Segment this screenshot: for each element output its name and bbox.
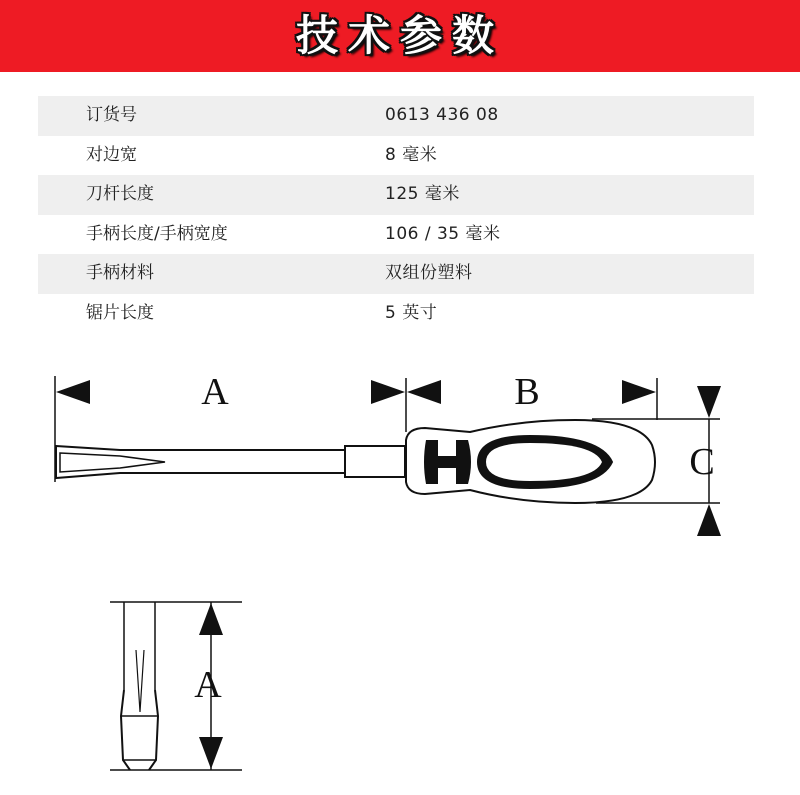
dimension-a-label: A xyxy=(201,371,229,413)
spec-value: 125 毫米 xyxy=(385,184,460,204)
spec-label: 对边宽 xyxy=(86,144,137,165)
screwdriver-blade xyxy=(56,446,405,478)
dimension-b-label: B xyxy=(514,371,540,413)
dimension-a-arrows xyxy=(56,380,405,404)
tip-front-view xyxy=(110,602,242,770)
page-title: 技术参数 xyxy=(295,11,504,60)
screwdriver-handle xyxy=(406,420,655,503)
dimension-c-label: C xyxy=(689,441,715,483)
spec-label: 订货号 xyxy=(86,105,137,125)
spec-value: 8 毫米 xyxy=(385,144,438,165)
spec-label: 刀杆长度 xyxy=(86,184,154,204)
spec-value: 5 英寸 xyxy=(385,302,438,323)
tip-dimension-a-label: A xyxy=(194,664,222,706)
spec-value: 0613 436 08 xyxy=(385,105,499,125)
spec-label: 锯片长度 xyxy=(86,302,154,323)
spec-label: 手柄长度/手柄宽度 xyxy=(86,223,228,244)
spec-value: 双组份塑料 xyxy=(385,263,473,283)
spec-value: 106 / 35 毫米 xyxy=(385,223,501,244)
spec-label: 手柄材料 xyxy=(86,263,154,283)
